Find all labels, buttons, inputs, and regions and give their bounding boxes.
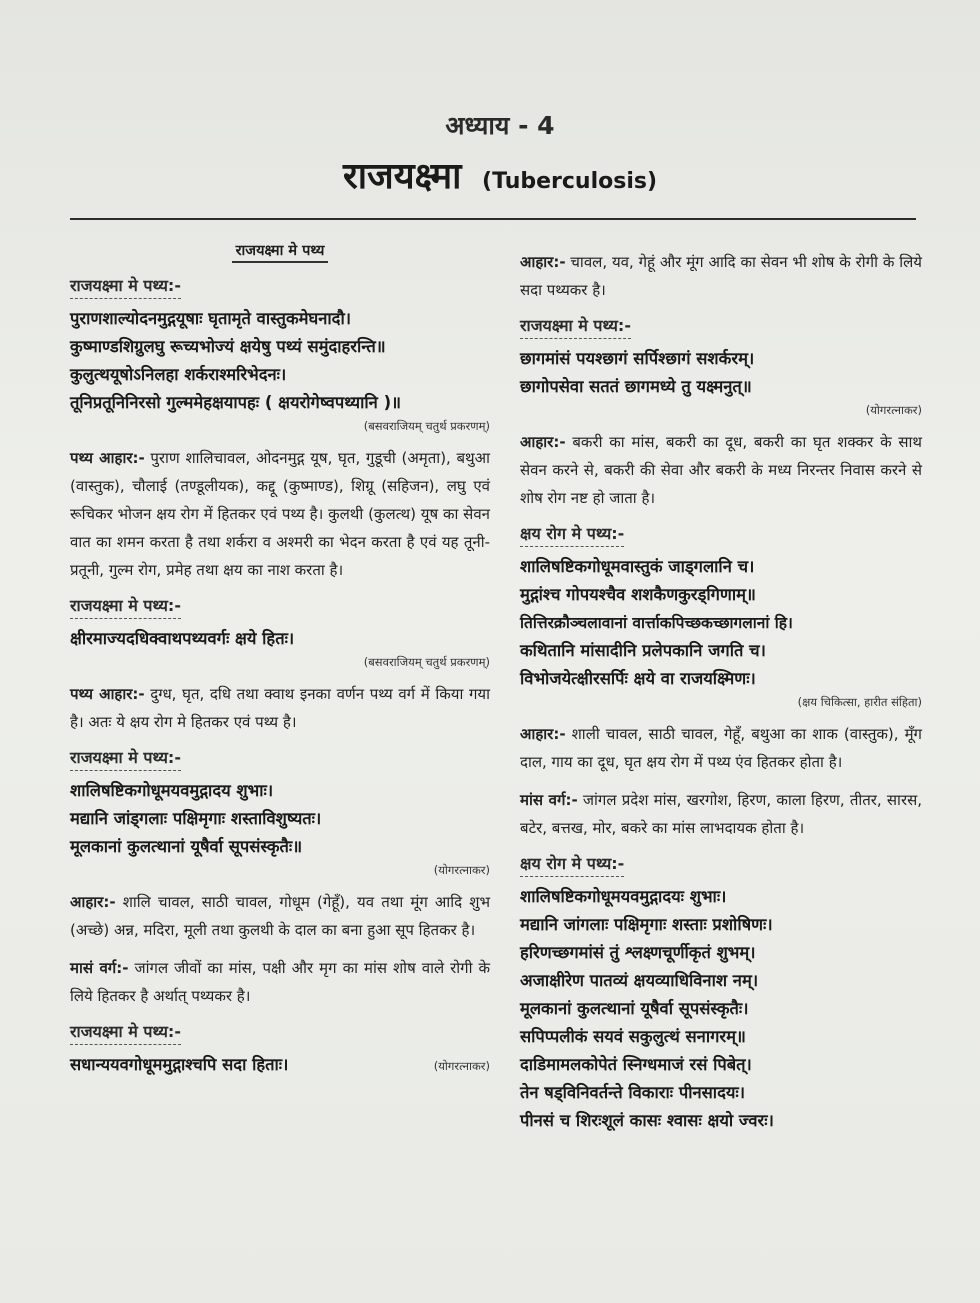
left-section-2	[70, 594, 490, 736]
section-heading: राजयक्ष्मा मे पथ्य:-	[70, 1020, 181, 1045]
explanation-paragraph: पथ्य आहार:- पुराण शालिचावल, ओदनमुद्ग यूष, घृत, गुडूची (अमृता), बथुआ (वास्तुक), चौलाई (तण्डूलीयक), कद्दू (कुष्माण्ड), शिग्रू (सहिजन), लघु एवं रूचिकर भोजन क्षय रोग में हितकर एवं पथ्य है। कुलथी (कुलत्थ) यूष का सेवन वात का शमन करता है तथा शर्करा व अश्मरी का भेदन करता है एवं यह तूनी-प्रतूनी, गुल्म रोग, प्रमेह तथा क्षय का नाश करता है।	[70, 449, 490, 579]
verse-source: (बसवराजियम् चतुर्थ प्रकरणम्)	[363, 655, 490, 669]
left-section-3	[70, 746, 490, 1010]
explanation-paragraph: आहार:- चावल, यव, गेहूं और मूंग आदि का सेवन भी शोष के रोगी के लिये सदा पथ्यकर है।	[520, 253, 922, 299]
left-section-4	[70, 1020, 490, 1079]
section-heading: क्षय रोग मे पथ्य:-	[520, 522, 624, 547]
section-heading: राजयक्ष्मा मे पथ्य:-	[520, 314, 631, 339]
verse-source: (क्षय चिकित्सा, हारीत संहिता)	[797, 695, 922, 709]
section-heading: राजयक्ष्मा मे पथ्य:-	[70, 594, 181, 619]
explanation-paragraph: पथ्य आहार:- दुग्ध, घृत, दधि तथा क्वाथ इनका वर्णन पथ्य वर्ग में किया गया है। अतः ये क्षय रोग मे हितकर एवं पथ्य है।	[70, 685, 490, 731]
section-heading: क्षय रोग मे पथ्य:-	[520, 852, 624, 877]
sanskrit-verse: क्षीरमाज्यदधिक्वाथपथ्यवर्गः क्षये हितः।	[70, 629, 295, 648]
left-section-1	[70, 274, 490, 584]
right-section-2	[520, 522, 922, 842]
sanskrit-verse: छागमांसं पयश्छागं सर्पिश्छागं सशर्करम्। छागोपसेवा सततं छागमध्ये तु यक्ष्मनुत्॥	[520, 349, 755, 396]
sanskrit-verse: सधान्ययवगोधूममुद्गाश्चपि सदा हिताः।	[70, 1055, 289, 1074]
right-section-1	[520, 314, 922, 512]
verse-source: (योगरत्नाकर)	[433, 863, 490, 877]
sanskrit-verse: शालिषष्टिकगोधूमयवमुद्गादयः शुभाः। मद्यानि जांगलाः पक्षिमृगाः शस्ताः प्रशोषिणः। हरिणच्छगमांसं तुं श्लक्ष्णचूर्णीकृतं शुभम्। अजाक्षीरेण पातव्यं क्षयव्याधिविनाश नम्। मूलकानां कुलत्थानां यूषैर्वा सूपसंस्कृतैः। सपिप्पलीकं सयवं सकुलुत्थं सनागरम्॥ दाडिमामलकोपेतं स्निग्धमाजं रसं पिबेत्। तेन षड्विनिवर्तन्ते विकाराः पीनसादयः। पीनसं च शिरःशूलं कासः श्वासः क्षयो ज्वरः।	[520, 887, 774, 1130]
sanskrit-verse: शालिषष्टिकगोधूमयवमुद्गादय शुभाः। मद्यानि जांड्गलाः पक्षिमृगाः शस्ताविशुष्यतः। मूलकानां कुलत्थानां यूषैर्वा सूपसंस्कृतैः॥	[70, 781, 322, 856]
sanskrit-verse: पुराणशाल्योदनमुद्गयूषाः घृतामृते वास्तुकमेघनादौ। कुष्माण्डशिग्रुलघु रूच्यभोज्यं क्षयेषु पथ्यं समुंदाहरन्ति॥ कुलुत्थयूषोऽनिलहा शर्कराश्मरिभेदनः। तूनिप्रतूनिनिरसो गुल्ममेहक्षयापहः ( क्षयरोगेष्वपथ्यानि )॥	[70, 309, 402, 412]
chapter-number: अध्याय - 4	[445, 111, 555, 140]
section-heading: राजयक्ष्मा मे पथ्य:-	[70, 746, 181, 771]
section-heading: राजयक्ष्मा मे पथ्य:-	[70, 274, 181, 299]
section-main-heading: राजयक्ष्मा मे पथ्य	[70, 240, 490, 260]
explanation-paragraph: आहार:- बकरी का मांस, बकरी का दूध, बकरी का घृत शक्कर के साथ सेवन करने से, बकरी की सेवा और बकरी के मध्य निरन्तर निवास करने से शोष रोग नष्ट हो जाता है।	[520, 433, 922, 507]
title-divider	[70, 218, 916, 220]
explanation-paragraph: मांस वर्ग:- जांगल प्रदेश मांस, खरगोश, हिरण, काला हिरण, तीतर, सारस, बटेर, बत्तख, मोर, बकरे का मांस लाभदायक होता है।	[520, 791, 922, 837]
right-section-3	[520, 852, 922, 1135]
left-column	[70, 240, 490, 1085]
verse-source: (योगरत्नाकर)	[865, 403, 922, 417]
verse-source: (बसवराजियम् चतुर्थ प्रकरणम्)	[363, 419, 490, 433]
explanation-paragraph: मासं वर्ग:- जांगल जीवों का मांस, पक्षी और मृग का मांस शोष वाले रोगी के लिये हितकर है अर्थात् पथ्यकर है।	[70, 959, 491, 1005]
chapter-title	[0, 150, 980, 199]
explanation-paragraph: आहार:- शालि चावल, साठी चावल, गोधूम (गेहूँ), यव तथा मूंग आदि शुभ (अच्छे) अन्न, मदिरा, मूली तथा कुलथी के दाल का बना हुआ सूप हितकर है।	[70, 893, 490, 939]
sanskrit-verse: शालिषष्टिकगोधूमवास्तुकं जाड्गलानि च। मुद्गांश्च गोपयश्चैव शशकैणकुरड्गिणाम्॥ तित्तिरक्रौञ्चलावानां वार्त्ताकपिच्छकच्छागलानां हि। कथितानि मांसादीनि प्रलेपकानि जगति च। विभोजयेत्क्षीरसर्पिः क्षये वा राजयक्ष्मिणः।	[520, 557, 793, 688]
chapter-title-english: (Tuberculosis)	[482, 169, 658, 194]
right-column	[520, 240, 922, 1141]
explanation-paragraph: आहार:- शाली चावल, साठी चावल, गेहूँ, बथुआ का शाक (वास्तुक), मूँग दाल, गाय का दूध, घृत क्षय रोग में पथ्य एंव हितकर होता है।	[520, 725, 922, 771]
chapter-title-hindi: राजयक्ष्मा	[342, 156, 462, 197]
verse-source: (योगरत्नाकर)	[433, 1059, 490, 1073]
